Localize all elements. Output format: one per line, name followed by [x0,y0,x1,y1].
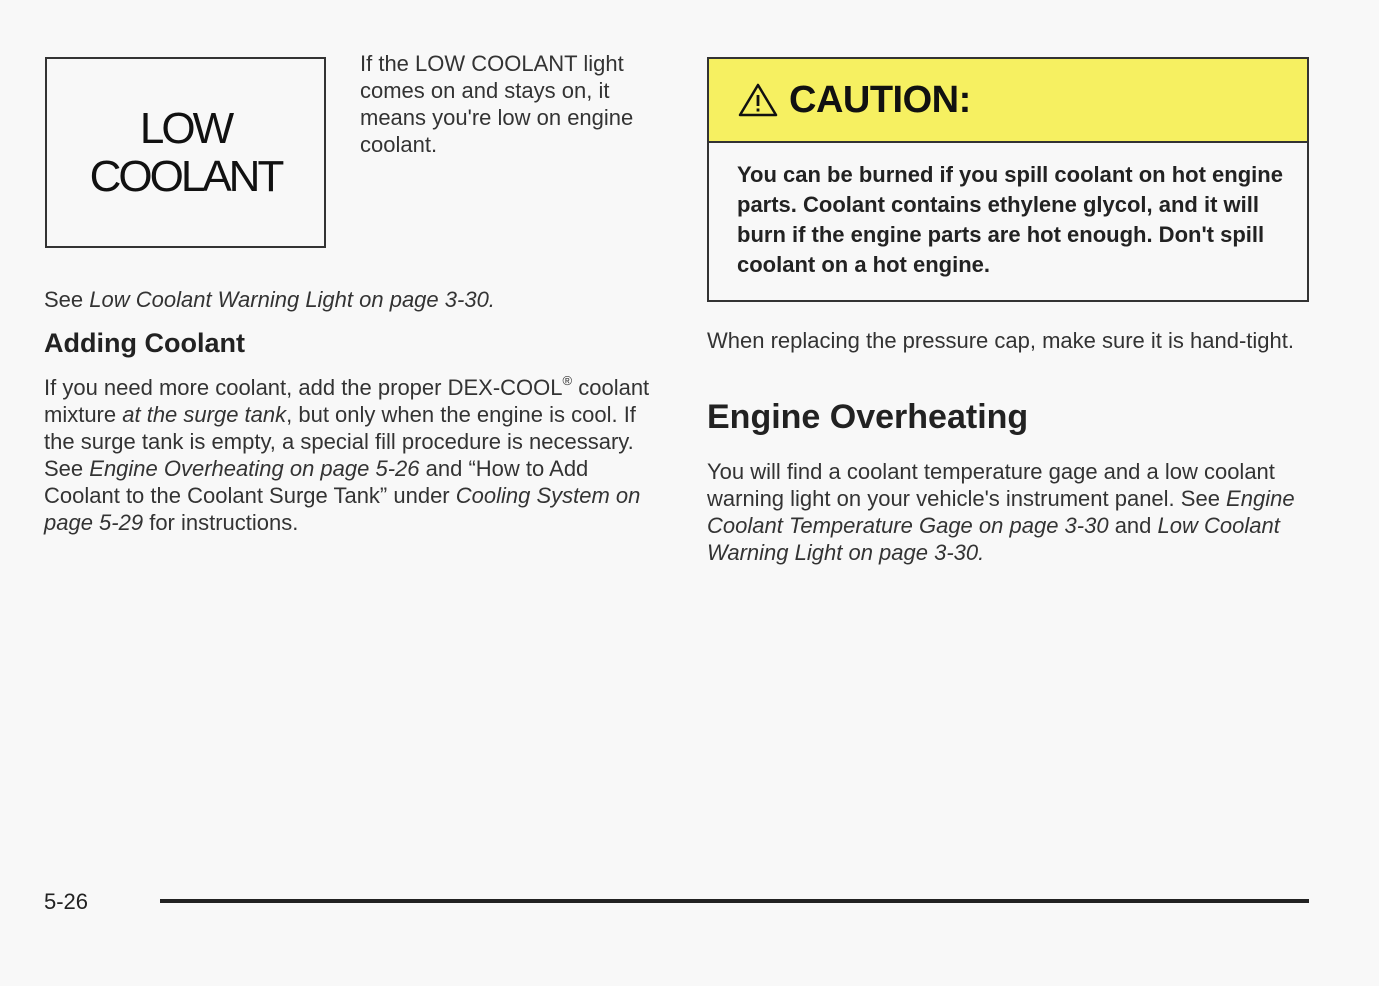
engine-overheating-reference: Engine Overheating on page 5-26 [89,456,420,481]
adding-coolant-heading: Adding Coolant [44,328,245,358]
adding-text-8: for instructions. [143,510,299,535]
pressure-cap-text: When replacing the pressure cap, make sure it is hand-tight. [707,328,1294,353]
warning-triangle-icon [737,82,779,118]
adding-text-1: If you need more coolant, add the proper DEX-COOL [44,375,563,400]
footer-rule [160,899,1309,903]
intro-text: If the LOW COOLANT light comes on and stays on, it means you're low on engine coolant. [360,51,634,157]
caution-box [707,57,1309,302]
overheat-text-3: and [1108,513,1158,538]
cooling-system-reference: Cooling System on page 5-29 [44,483,641,535]
page-number: 5-26 [44,889,89,914]
adding-coolant-paragraph [44,374,664,536]
light-text-line2: COOLANT [89,151,282,201]
adding-text-3: at the surge tank [122,402,287,427]
see-prefix: See [44,287,90,312]
adding-text-6: and “How to Add Coolant to the Coolant Surge Tank” under [44,456,589,508]
temperature-gage-reference: Engine Coolant Temperature Gage on page 3-30 [707,486,1295,538]
see-reference-link: Low Coolant Warning Light on page 3-30. [89,287,495,312]
caution-body: You can be burned if you spill coolant on hot engine parts. Coolant contains ethylene glycol, and it will burn if the engine parts are hot enough. Don't spill coolant on a hot engine. [737,162,1283,277]
adding-text-4: , but only when the engine is cool. If the surge tank is empty, a special fill procedure is necessary. See [44,402,636,481]
caution-title: CAUTION: [789,78,971,121]
caution-header [709,59,1307,143]
registered-mark: ® [562,373,573,388]
adding-text-2: coolant mixture [44,375,650,427]
see-reference [44,286,664,313]
light-text-line1: LOW [139,103,232,153]
overheat-text-1: You will find a coolant temperature gage and a low coolant warning light on your vehicle's instrument panel. See [707,459,1275,511]
engine-overheating-paragraph [707,458,1317,566]
low-coolant-light-illustration [45,57,326,248]
warning-light-reference: Low Coolant Warning Light on page 3-30. [707,513,1280,565]
engine-overheating-heading: Engine Overheating [707,398,1029,436]
